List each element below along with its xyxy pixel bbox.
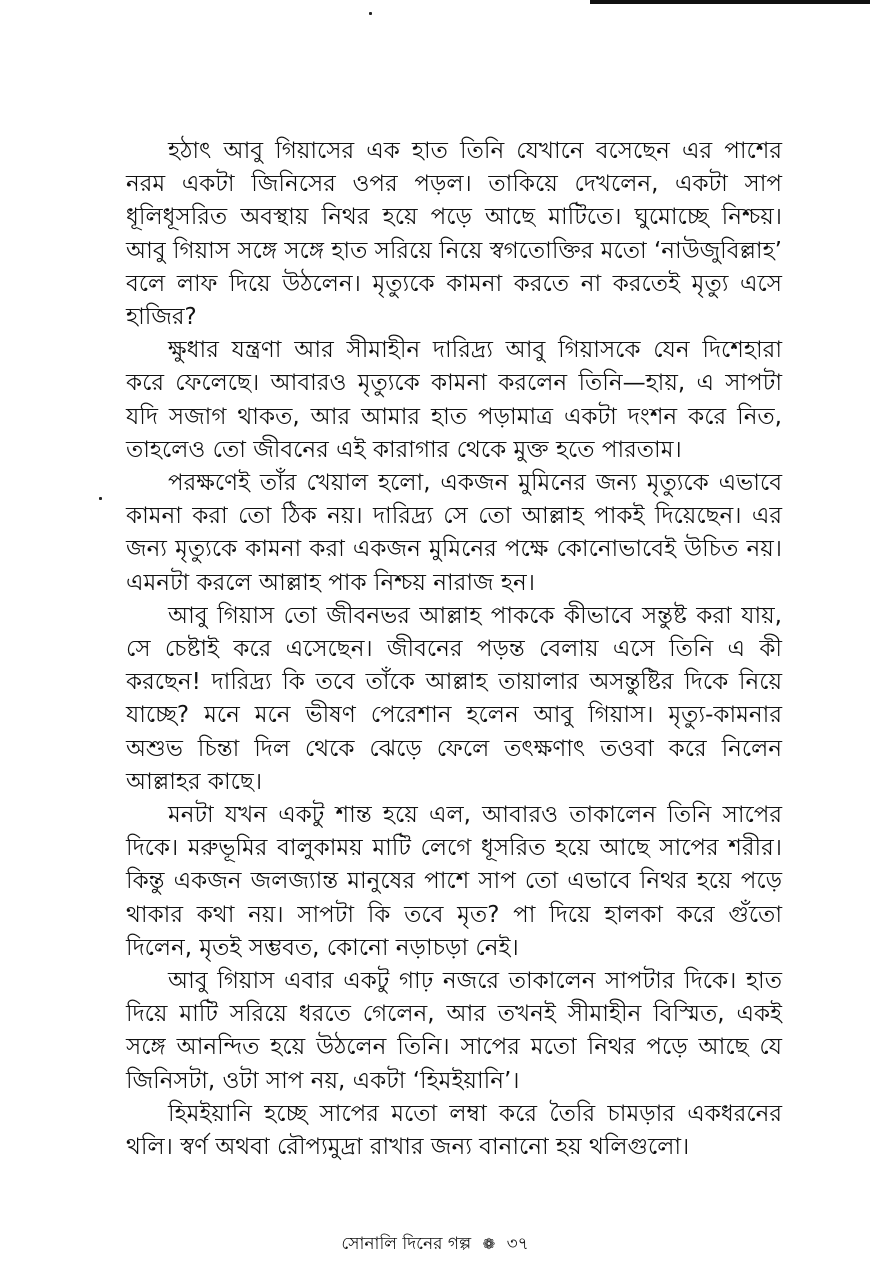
paragraph: হঠাৎ আবু গিয়াসের এক হাত তিনি যেখানে বসেছেন এর পাশের নরম একটা জিনিসের ওপর পড়ল। তাকিয়ে দেখলেন, একটা সাপ ধূলিধূসরিত অবস্থায় নিথর হয়ে পড়ে আছে মাটিতে। ঘুমোচ্ছে নিশ্চয়। আবু গিয়াস সঙ্গে সঙ্গে হাত সরিয়ে নিয়ে স্বগতোক্তির মতো ‘নাউজুবিল্লাহ’ বলে লাফ দিয়ে উঠলেন। মৃত্যুকে কামনা করতে না করতেই মৃত্যু এসে হাজির? [126, 138, 782, 331]
paragraph: আবু গিয়াস তো জীবনভর আল্লাহ পাককে কীভাবে সন্তুষ্ট করা যায়, সে চেষ্টাই করে এসেছেন। জীবনের পড়ন্ত বেলায় এসে তিনি এ কী করছেন! দারিদ্র্য কি তবে তাঁকে আল্লাহ তায়ালার অসন্তুষ্টির দিকে নিয়ে যাচ্ছে? মনে মনে ভীষণ পেরেশান হলেন আবু গিয়াস। মৃত্যু-কামনার অশুভ চিন্তা দিল থেকে ঝেড়ে ফেলে তৎক্ষণাৎ তওবা করে নিলেন আল্লাহর কাছে। [126, 602, 782, 795]
flower-ornament-icon: ❁ [482, 1235, 496, 1253]
paragraph: হিমইয়ানি হচ্ছে সাপের মতো লম্বা করে তৈরি চামড়ার একধরনের থলি। স্বর্ণ অথবা রৌপ্যমুদ্রা রাখার জন্য বানানো হয় থলিগুলো। [126, 1100, 782, 1161]
paragraph: ক্ষুধার যন্ত্রণা আর সীমাহীন দারিদ্র্য আবু গিয়াসকে যেন দিশেহারা করে ফেলেছে। আবারও মৃত্যুকে কামনা করলেন তিনি—হায়, এ সাপটা যদি সজাগ থাকত, আর আমার হাত পড়ামাত্র একটা দংশন করে নিত, তাহলেও তো জীবনের এই কারাগার থেকে মুক্ত হতে পারতাম। [126, 337, 782, 463]
paragraph: আবু গিয়াস এবার একটু গাঢ় নজরে তাকালেন সাপটার দিকে। হাত দিয়ে মাটি সরিয়ে ধরতে গেলেন, আর তখনই সীমাহীন বিস্মিত, একই সঙ্গে আনন্দিত হয়ে উঠলেন তিনি। সাপের মতো নিথর পড়ে আছে যে জিনিসটা, ওটা সাপ নয়, একটা ‘হিমইয়ানি’। [126, 968, 782, 1094]
page-footer [0, 1232, 870, 1256]
scan-speck [99, 497, 102, 500]
paragraph: পরক্ষণেই তাঁর খেয়াল হলো, একজন মুমিনের জন্য মৃত্যুকে এভাবে কামনা করা তো ঠিক নয়। দারিদ্র্য সে তো আল্লাহ পাকই দিয়েছেন। এর জন্য মৃত্যুকে কামনা করা একজন মুমিনের পক্ষে কোনোভাবেই উচিত নয়। এমনটা করলে আল্লাহ পাক নিশ্চয় নারাজ হন। [126, 470, 782, 596]
top-edge-rule [590, 0, 870, 4]
page-number: ৩৭ [506, 1234, 529, 1254]
scan-speck [369, 12, 372, 15]
paragraph: মনটা যখন একটু শান্ত হয়ে এল, আবারও তাকালেন তিনি সাপের দিকে। মরুভূমির বালুকাময় মাটি লেগে ধূসরিত হয়ে আছে সাপের শরীর। কিন্তু একজন জলজ্যান্ত মানুষের পাশে সাপ তো এভাবে নিথর হয়ে পড়ে থাকার কথা নয়। সাপটা কি তবে মৃত? পা দিয়ে হালকা করে গুঁতো দিলেন, মৃতই সম্ভবত, কোনো নড়াচড়া নেই। [126, 802, 782, 961]
page-body [126, 135, 782, 1164]
footer-book-title: সোনালি দিনের গল্প [341, 1234, 472, 1254]
